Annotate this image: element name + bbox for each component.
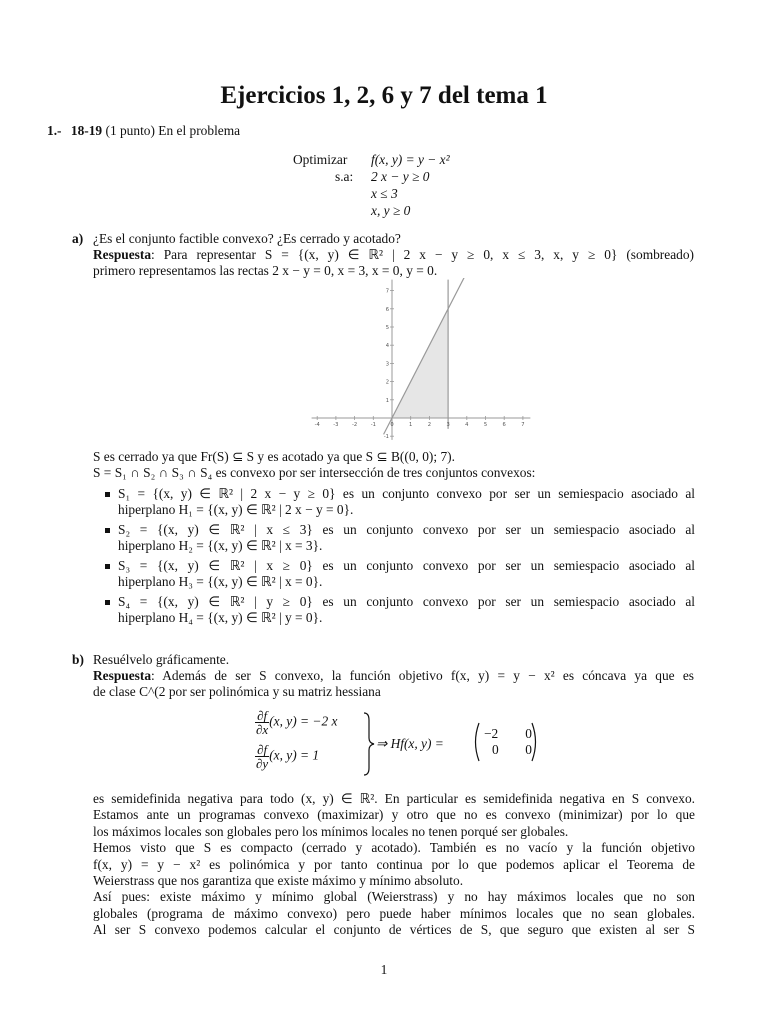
x-tick-label: -2 — [352, 422, 358, 428]
part-b-intro-line2: de clase C^(2 por ser polinómica y su matriz hessiana — [93, 684, 381, 699]
paragraph-line: los máximos locales son globales pero los mínimos locales no tenen porqué ser globales. — [93, 823, 569, 839]
intersection-text: S = S₁ ∩ S₂ ∩ S₃ ∩ S₄ es convexo por ser intersección de tres conjuntos convexos: — [93, 465, 536, 480]
x-tick-label: 4 — [465, 422, 469, 428]
matrix-cell: 0 — [525, 726, 532, 741]
page-title: Ejercicios 1, 2, 6 y 7 del tema 1 — [220, 82, 548, 109]
paragraph-line: es semidefinida negativa para todo (x, y) ∈ ℝ². En particular es semidefinida negativa en S convexo. — [93, 791, 695, 806]
fraction-numerator: ∂f — [255, 709, 269, 723]
x-tick-label: 0 — [390, 422, 394, 428]
left-paren — [471, 722, 481, 762]
x-tick-label: -4 — [314, 422, 320, 428]
paragraph-line: Hemos visto que S es compacto (cerrado y acotado). También es no vacío y la función objetivo — [93, 840, 695, 856]
right-brace — [362, 712, 376, 776]
y-tick-label: 4 — [385, 343, 389, 350]
list-item-line2: hiperplano H₂ = {(x, y) ∈ ℝ² | x = 3}. — [118, 538, 323, 553]
part-a-answer-line1 — [93, 247, 694, 263]
page-number: 1 — [380, 962, 388, 977]
list-item — [93, 558, 695, 594]
list-item-line1: S₃ = {(x, y) ∈ ℝ² | x ≥ 0} es un conjunto convexo por ser un semiespacio asociado al — [118, 558, 695, 573]
y-tick-label: 3 — [385, 361, 389, 368]
respuesta-label: Respuesta — [93, 247, 152, 262]
part-b-label: b) — [72, 652, 84, 667]
problem-points: (1 punto) En el problema — [105, 123, 241, 138]
fraction-numerator: ∂f — [255, 743, 269, 757]
closed-bounded-text: S es cerrado ya que Fr(S) ⊆ S y es acotado ya que S ⊆ B((0, 0); 7). — [93, 449, 455, 464]
constraint-1: 2 x − y ≥ 0 — [371, 169, 430, 184]
matrix-cell: −2 — [484, 726, 499, 741]
list-item — [93, 594, 695, 630]
x-tick-label: 1 — [409, 422, 413, 428]
bullet-icon — [105, 600, 110, 605]
list-item-line2: hiperplano H₃ = {(x, y) ∈ ℝ² | x = 0}. — [118, 574, 323, 589]
bullet-icon — [105, 492, 110, 497]
partial-derivative-x — [255, 709, 337, 736]
y-tick-label: -1 — [383, 434, 389, 441]
fraction-denominator: ∂x — [256, 722, 269, 737]
list-item-line1: S₁ = {(x, y) ∈ ℝ² | 2 x − y ≥ 0} es un conjunto convexo por ser un semiespacio asociado al — [118, 486, 695, 501]
part-a-answer-line2: primero representamos las rectas 2 x − y = 0, x = 3, x = 0, y = 0. — [93, 263, 438, 278]
list-item-line1: S₄ = {(x, y) ∈ ℝ² | y ≥ 0} es un conjunto convexo por ser un semiespacio asociado al — [118, 594, 695, 609]
sa-label: s.a: — [335, 169, 354, 184]
y-tick-label: 2 — [385, 379, 389, 386]
list-item-line2: hiperplano H₁ = {(x, y) ∈ ℝ² | 2 x − y = 0}. — [118, 502, 354, 517]
part-b-intro-text: : Además de ser S convexo, la función objetivo f(x, y) = y − x² es cóncava ya que es — [151, 668, 694, 683]
hessian-lhs: ⇒ Hf(x, y) = — [376, 736, 444, 751]
y-tick-label: 6 — [385, 306, 389, 313]
paragraph-line: Al ser S convexo podemos calcular el conjunto de vértices de S, que seguro que existen al ser S — [93, 922, 695, 938]
fraction — [255, 743, 269, 770]
objective-function: f(x, y) = y − x² — [371, 152, 450, 167]
convex-sets-list — [93, 486, 695, 630]
fraction — [255, 709, 269, 736]
problem-code: 18-19 — [70, 123, 103, 138]
x-tick-label: 6 — [502, 422, 506, 428]
feasible-region-graph — [310, 278, 535, 446]
matrix-cell: 0 — [525, 742, 532, 758]
right-paren — [530, 722, 540, 762]
respuesta-label: Respuesta — [93, 668, 152, 683]
part-b-question: Resuélvelo gráficamente. — [93, 652, 230, 667]
part-b-intro-line1 — [93, 668, 694, 684]
problem-header — [47, 123, 240, 139]
list-item-line2: hiperplano H₄ = {(x, y) ∈ ℝ² | y = 0}. — [118, 610, 323, 625]
paragraph-line: Así pues: existe máximo y mínimo global (Weierstrass) y no hay máximos locales que no son — [93, 889, 695, 905]
paragraph-line: f(x, y) = y − x² es polinómica y por tanto continua por lo que podemos aplicar el Teorema de — [93, 856, 695, 872]
matrix-cell: 0 — [492, 742, 499, 758]
list-item — [93, 522, 695, 558]
x-tick-label: 2 — [427, 422, 432, 428]
paragraph-line: Estamos ante un programas convexo (maximizar) y otro que no es convexo (minimizar) por lo que — [93, 807, 695, 823]
y-tick-label: 5 — [385, 325, 389, 331]
paragraph-line: Weierstrass que nos garantiza que existe máximo y mínimo absoluto. — [93, 873, 464, 889]
part-b-paragraph — [93, 791, 695, 939]
x-tick-label: 3 — [446, 422, 450, 428]
derivative-x-expression: (x, y) = −2 x — [269, 713, 338, 729]
x-tick-label: 7 — [521, 422, 525, 428]
optimizar-label: Optimizar — [293, 152, 348, 167]
derivative-y-expression: (x, y) = 1 — [269, 747, 320, 763]
y-tick-label: 1 — [385, 397, 389, 404]
hessian-matrix — [484, 726, 532, 759]
part-a-question: ¿Es el conjunto factible convexo? ¿Es cerrado y acotado? — [93, 231, 401, 246]
bullet-icon — [105, 528, 110, 533]
x-tick-label: -3 — [333, 422, 339, 428]
list-item-line1: S₂ = {(x, y) ∈ ℝ² | x ≤ 3} es un conjunto convexo por ser un semiespacio asociado al — [118, 522, 695, 537]
paragraph-line: globales (programa de máximo convexo) pero puede haber mínimos locales que no sean globales. — [93, 905, 695, 921]
partial-derivative-y — [255, 743, 319, 770]
x-tick-label: -1 — [370, 422, 376, 428]
problem-number: 1.- — [47, 123, 62, 138]
y-tick-label: 7 — [385, 288, 389, 295]
constraint-3: x, y ≥ 0 — [371, 203, 411, 218]
x-tick-label: 5 — [483, 422, 488, 428]
list-item — [93, 486, 695, 522]
bullet-icon — [105, 564, 110, 569]
part-a-answer-text: : Para representar S = {(x, y) ∈ ℝ² | 2 x − y ≥ 0, x ≤ 3, x, y ≥ 0} (sombreado) — [151, 247, 694, 262]
part-a-label: a) — [72, 231, 84, 246]
fraction-denominator: ∂y — [256, 756, 269, 771]
constraint-2: x ≤ 3 — [371, 186, 398, 201]
